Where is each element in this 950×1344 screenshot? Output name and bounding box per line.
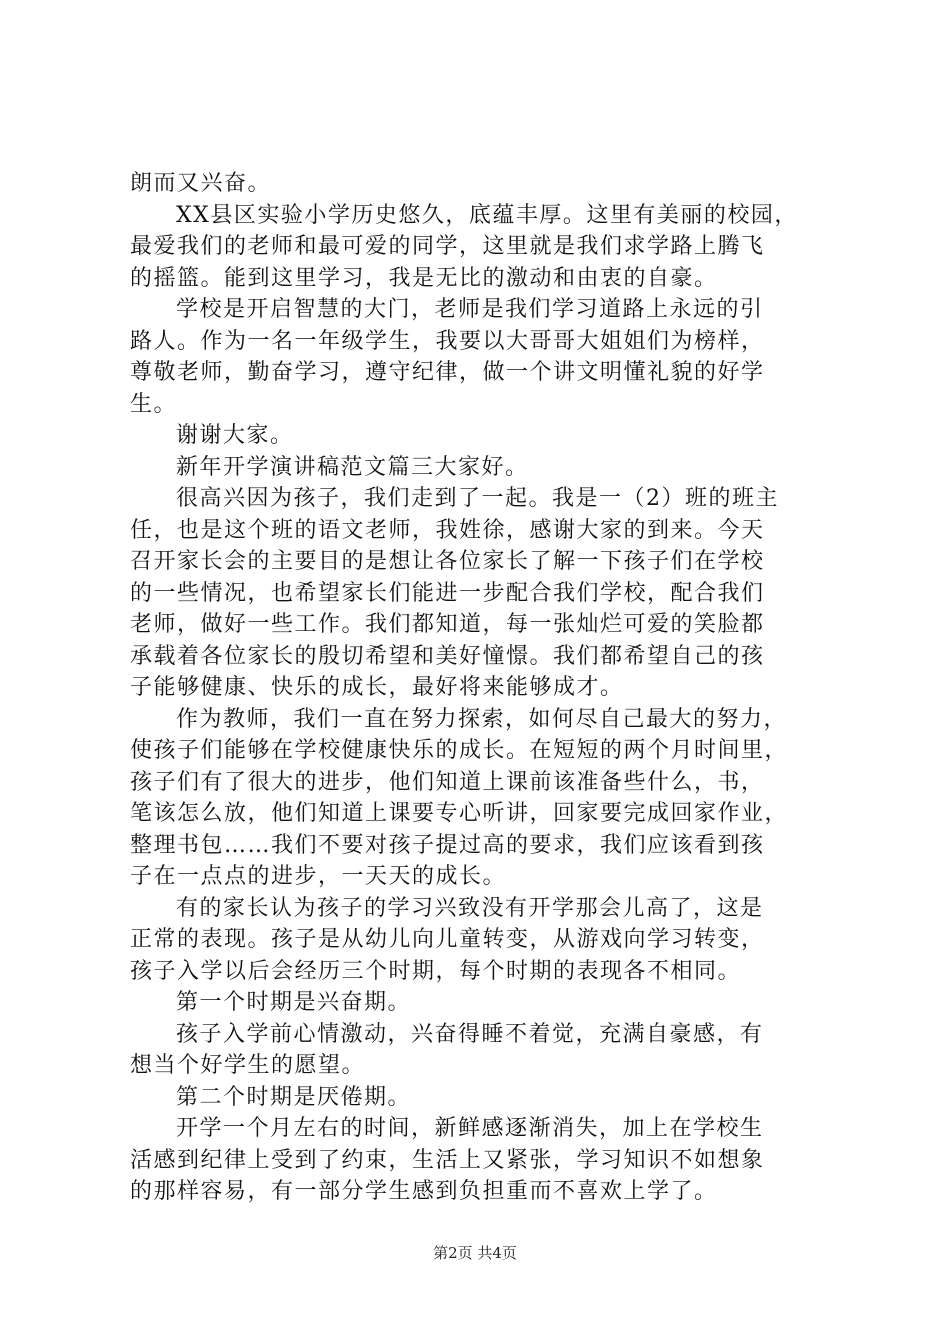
text-line: 想当个好学生的愿望。 — [130, 1053, 366, 1078]
text-line: 子在一点点的进步，一天天的成长。 — [130, 864, 507, 889]
text-line: 的摇篮。能到这里学习，我是无比的激动和由衷的自豪。 — [130, 265, 718, 291]
text-line: 学校是开启智慧的大门，老师是我们学习道路上永远的引 — [176, 297, 764, 322]
text-line: 有的家长认为孩子的学习兴致没有开学那会儿高了，这是 — [176, 895, 764, 921]
text-line: 作为教师，我们一直在努力探索，如何尽自己最大的努力， — [176, 706, 788, 732]
text-line: 的那样容易，有一部分学生感到负担重而不喜欢上学了。 — [130, 1179, 718, 1204]
text-line: 尊敬老师，勤奋学习，遵守纪律，做一个讲文明懂礼貌的好学 — [130, 360, 765, 385]
text-line: 新年开学演讲稿范文篇三大家好。 — [176, 454, 529, 480]
text-line: 的一些情况，也希望家长们能进一步配合我们学校，配合我们 — [130, 580, 765, 606]
text-line: 孩子入学前心情激动，兴奋得睡不着觉，充满自豪感，有 — [176, 1021, 764, 1047]
page-footer: 第2页 共4页 — [433, 1244, 517, 1262]
text-line: 任，也是这个班的语文老师，我姓徐，感谢大家的到来。今天 — [130, 517, 765, 543]
text-line: 孩子入学以后会经历三个时期，每个时期的表现各不相同。 — [130, 958, 742, 984]
text-line: 正常的表现。孩子是从幼儿向儿童转变，从游戏向学习转变， — [130, 927, 765, 952]
text-line: 召开家长会的主要目的是想让各位家长了解一下孩子们在学校 — [130, 549, 765, 574]
text-line: 第一个时期是兴奋期。 — [176, 990, 412, 1015]
text-line: XX县区实验小学历史悠久，底蕴丰厚。这里有美丽的校园， — [176, 202, 798, 228]
text-line: 承载着各位家长的殷切希望和美好憧憬。我们都希望自己的孩 — [130, 643, 765, 669]
text-line: 很高兴因为孩子，我们走到了一起。我是一（2）班的班主 — [176, 486, 779, 511]
text-line: 谢谢大家。 — [176, 423, 294, 448]
text-line: 孩子们有了很大的进步，他们知道上课前该准备些什么，书， — [130, 769, 765, 795]
text-line: 使孩子们能够在学校健康快乐的成长。在短短的两个月时间里， — [130, 738, 789, 763]
text-line: 开学一个月左右的时间，新鲜感逐渐消失，加上在学校生 — [176, 1116, 764, 1141]
document-body — [130, 168, 835, 1208]
text-line: 生。 — [130, 391, 178, 417]
text-line: 活感到纪律上受到了约束，生活上又紧张，学习知识不如想象 — [130, 1147, 765, 1173]
text-line: 老师，做好一些工作。我们都知道，每一张灿烂可爱的笑脸都 — [130, 612, 765, 637]
text-line: 路人。作为一名一年级学生，我要以大哥哥大姐姐们为榜样， — [130, 328, 765, 354]
text-line: 笔该怎么放，他们知道上课要专心听讲，回家要完成回家作业， — [130, 801, 789, 826]
text-line: 朗而又兴奋。 — [130, 171, 272, 196]
text-line: 子能够健康、快乐的成长，最好将来能够成才。 — [130, 675, 624, 700]
text-line: 最爱我们的老师和最可爱的同学，这里就是我们求学路上腾飞 — [130, 234, 765, 259]
text-line: 第二个时期是厌倦期。 — [176, 1084, 412, 1110]
text-line: 整理书包……我们不要对孩子提过高的要求，我们应该看到孩 — [130, 832, 765, 858]
